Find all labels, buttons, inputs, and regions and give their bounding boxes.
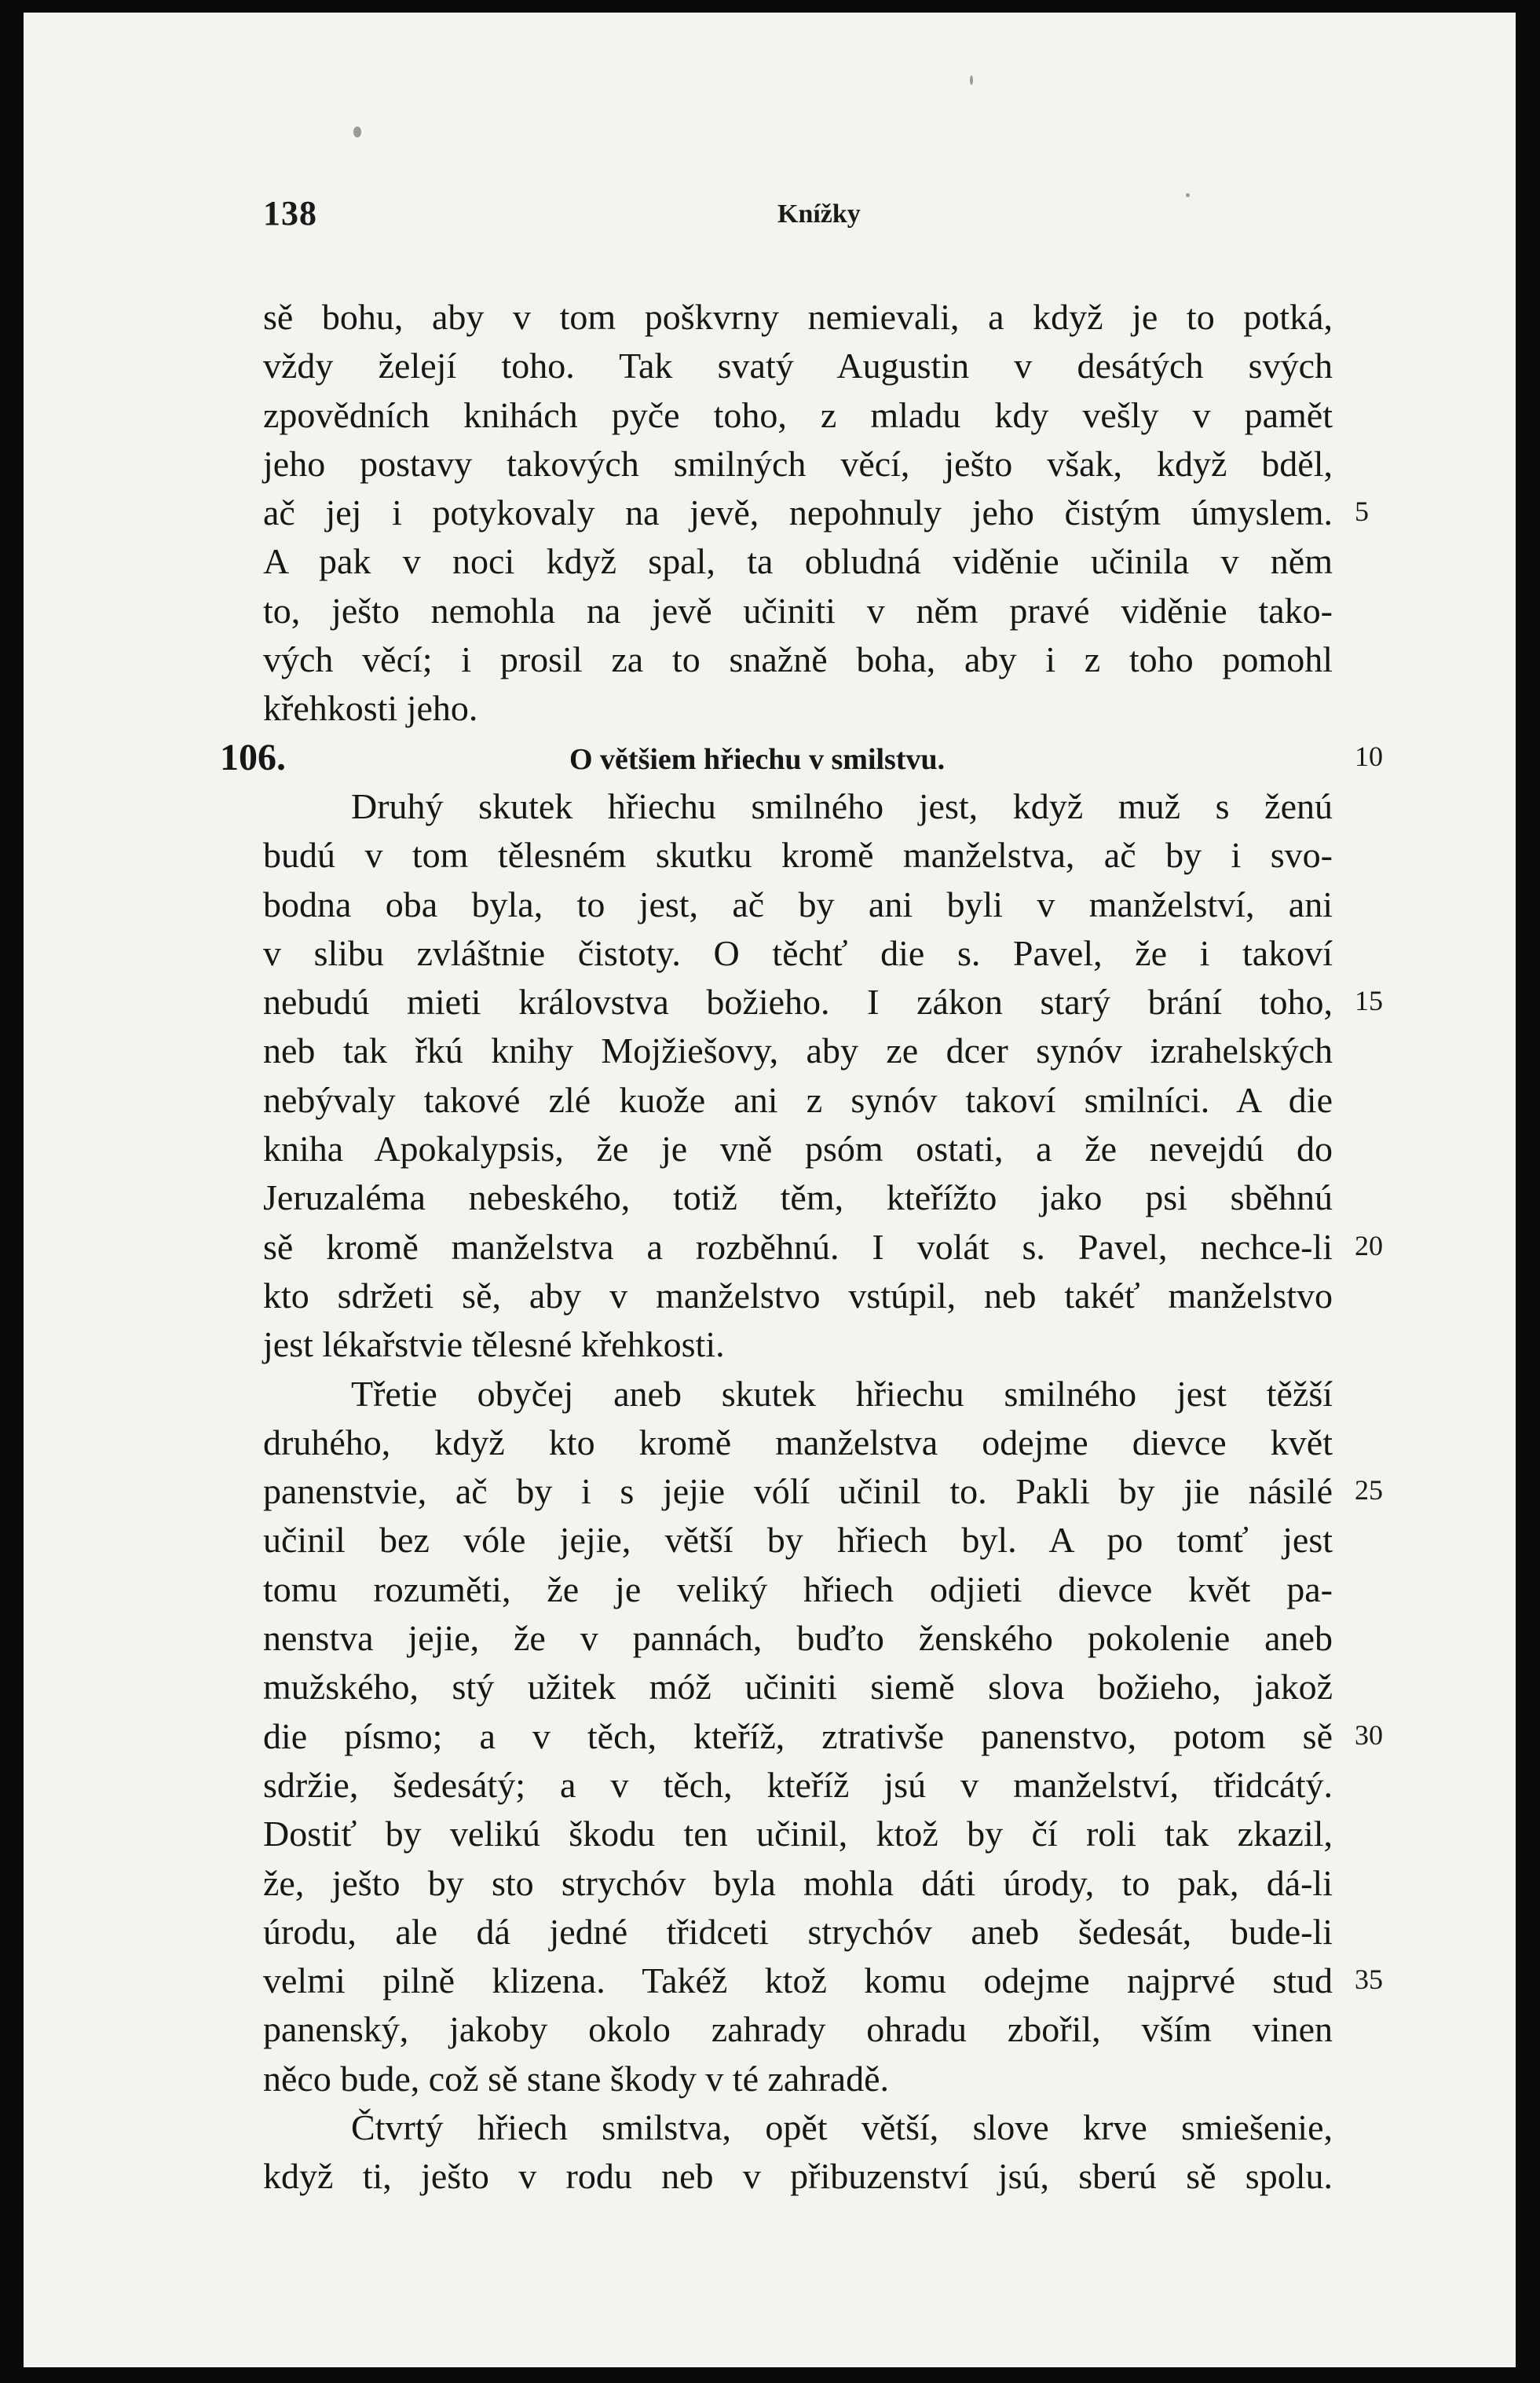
line-number-marker: 20 (1355, 1229, 1383, 1261)
text-line: ač jej i potykovaly na jevě, nepohnuly jeho čistým úmyslem. (263, 492, 1333, 533)
text-line: sě kromě manželstva a rozběhnú. I volát s. Pavel, nechce-li (263, 1226, 1333, 1267)
text-line: velmi pilně klizena. Takéž ktož komu odejme najprvé stud (263, 1960, 1333, 2001)
book-page (24, 13, 1516, 2367)
text-line: v slibu zvláštnie čistoty. O těchť die s. Pavel, že i takoví (263, 932, 1333, 973)
body-text (220, 293, 1383, 2202)
text-line: mužského, stý užitek móž učiniti siemě slova božieho, jakož (263, 1667, 1333, 1708)
text-line: budú v tom tělesném skutku kromě manželstva, ač by i svo- (263, 835, 1333, 876)
text-line: A pak v noci když spal, ta obludná viděnie učinila v něm (263, 541, 1333, 582)
section-number: 106. (220, 736, 286, 778)
text-line: úrodu, ale dá jedné třidceti strychóv aneb šedesát, bude-li (263, 1911, 1333, 1952)
text-line: to, ješto nemohla na jevě učiniti v něm pravé viděnie tako- (263, 590, 1333, 631)
text-line: neb tak řkú knihy Mojžiešovy, aby ze dcer synóv izrahelských (263, 1030, 1333, 1071)
text-line: křehkosti jeho. (263, 688, 478, 729)
line-number-marker: 30 (1355, 1719, 1383, 1751)
text-line: sdržie, šedesátý; a v těch, kteříž jsú v manželství, třidcátý. (263, 1764, 1333, 1805)
text-line: Jeruzaléma nebeského, totiž těm, kteřížto jako psi sběhnú (263, 1177, 1333, 1218)
text-line: něco bude, což sě stane škody v té zahradě. (263, 2058, 890, 2099)
text-line: Dostiť by velikú škodu ten učinil, ktož by čí roli tak zkazil, (263, 1814, 1333, 1854)
running-title: Knížky (777, 199, 861, 229)
text-line: nenstva jejie, že v pannách, buďto ženského pokolenie aneb (263, 1618, 1333, 1659)
text-line: jest lékařstvie tělesné křehkosti. (263, 1324, 725, 1365)
text-line: sě bohu, aby v tom poškvrny nemievali, a když je to potká, (263, 297, 1333, 337)
text-line: vždy želejí toho. Tak svatý Augustin v desátých svých (263, 346, 1333, 386)
line-number-marker: 35 (1355, 1964, 1383, 1996)
text-line: panenský, jakoby okolo zahrady ohradu zbořil, vším vinen (263, 2009, 1333, 2050)
page-header (24, 193, 1516, 240)
text-line: že, ješto by sto strychóv byla mohla dáti úrody, to pak, dá-li (263, 1862, 1333, 1903)
paragraph-first-line: Třetie obyčej aneb skutek hřiechu smilného jest těžší (351, 1373, 1333, 1414)
paper-speck (970, 75, 973, 85)
text-line: nebývaly takové zlé kuože ani z synóv takoví smilníci. A die (263, 1079, 1333, 1120)
paragraph-first-line: Čtvrtý hřiech smilstva, opět větší, slove krve smiešenie, (351, 2107, 1333, 2147)
text-line: bodna oba byla, to jest, ač by ani byli v manželství, ani (263, 884, 1333, 924)
text-line: jeho postavy takových smilných věcí, ješto však, když bděl, (263, 443, 1333, 484)
text-line: tomu rozuměti, že je veliký hřiech odjieti dievce květ pa- (263, 1569, 1333, 1609)
text-line: die písmo; a v těch, kteříž, ztrativše panenstvo, potom sě (263, 1715, 1333, 1756)
text-line: druhého, když kto kromě manželstva odejme dievce květ (263, 1422, 1333, 1462)
text-line: kto sdržeti sě, aby v manželstvo vstúpil, neb takéť manželstvo (263, 1275, 1333, 1316)
text-line: když ti, ješto v rodu neb v přibuzenství jsú, sberú sě spolu. (263, 2156, 1333, 2197)
line-number-marker: 15 (1355, 985, 1383, 1017)
line-number-marker: 5 (1355, 496, 1369, 528)
text-line: zpovědních knihách pyče toho, z mladu kdy vešly v pamět (263, 394, 1333, 435)
paper-speck (353, 126, 361, 137)
text-line: vých věcí; i prosil za to snažně boha, aby i z toho pomohl (263, 639, 1333, 680)
line-number-marker: 10 (1355, 740, 1383, 772)
line-number-marker: 25 (1355, 1474, 1383, 1506)
text-line: nebudú mieti královstva božieho. I zákon starý brání toho, (263, 982, 1333, 1023)
section-title: O většiem hřiechu v smilstvu. (569, 742, 946, 776)
page-number: 138 (263, 194, 317, 232)
section-heading (220, 734, 1333, 782)
text-line: učinil bez vóle jejie, větší by hřiech byl. A po tomť jest (263, 1520, 1333, 1561)
text-line: kniha Apokalypsis, že je vně psóm ostati, a že nevejdú do (263, 1129, 1333, 1170)
text-line: panenstvie, ač by i s jejie vólí učinil to. Pakli by jie násilé (263, 1471, 1333, 1512)
paragraph-first-line: Druhý skutek hřiechu smilného jest, když muž s ženú (351, 785, 1333, 826)
